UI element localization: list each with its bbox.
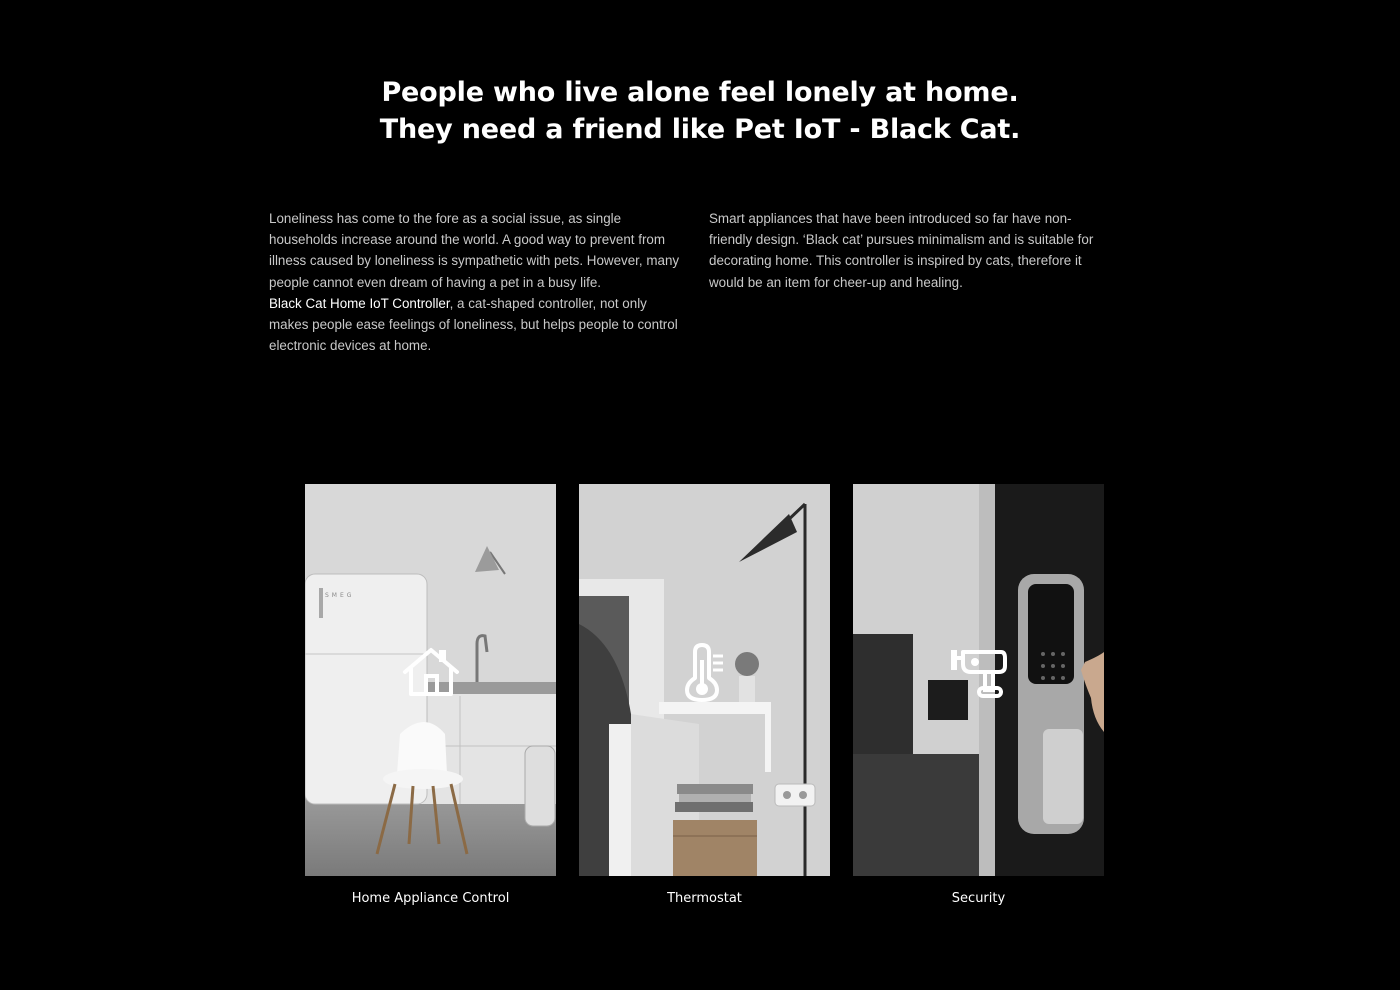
intro-paragraph-1: Loneliness has come to the fore as a social issue, as single households increase around the world. A good way to prevent from illness caused by loneliness is sympathetic with pets. However, many people cannot even dream of having a pet in a busy life. xyxy=(269,211,680,290)
headline-line-1: People who live alone feel lonely at home. xyxy=(381,77,1019,108)
thermometer-icon xyxy=(675,642,735,702)
product-name-highlight: Black Cat Home IoT Controller xyxy=(269,295,450,311)
fridge-brand: SMEG xyxy=(325,592,355,599)
intro-paragraph-2: , a cat-shaped controller, not only makes people ease feelings of loneliness, but helps people to control electronic devices at home. xyxy=(269,295,678,354)
home-icon xyxy=(401,642,461,702)
card-thermostat xyxy=(579,484,830,876)
caption-thermostat: Thermostat xyxy=(667,891,742,906)
headline-line-2: They need a friend like Pet IoT - Black Cat. xyxy=(379,114,1021,145)
caption-home-appliance-control: Home Appliance Control xyxy=(351,891,510,906)
cctv-camera-icon xyxy=(949,642,1009,702)
caption-security: Security xyxy=(951,891,1006,906)
card-security xyxy=(853,484,1104,876)
card-home-appliance xyxy=(305,484,556,876)
intro-text-right xyxy=(709,208,1109,293)
design-paragraph: Smart appliances that have been introduced so far have non-friendly design. ‘Black cat’ pursues minimalism and is suitable for decorating home. This controller is inspired by cats, therefore it would be an item for cheer-up and healing. xyxy=(709,211,1094,290)
headline xyxy=(0,74,1400,148)
intro-text-left xyxy=(269,208,689,356)
